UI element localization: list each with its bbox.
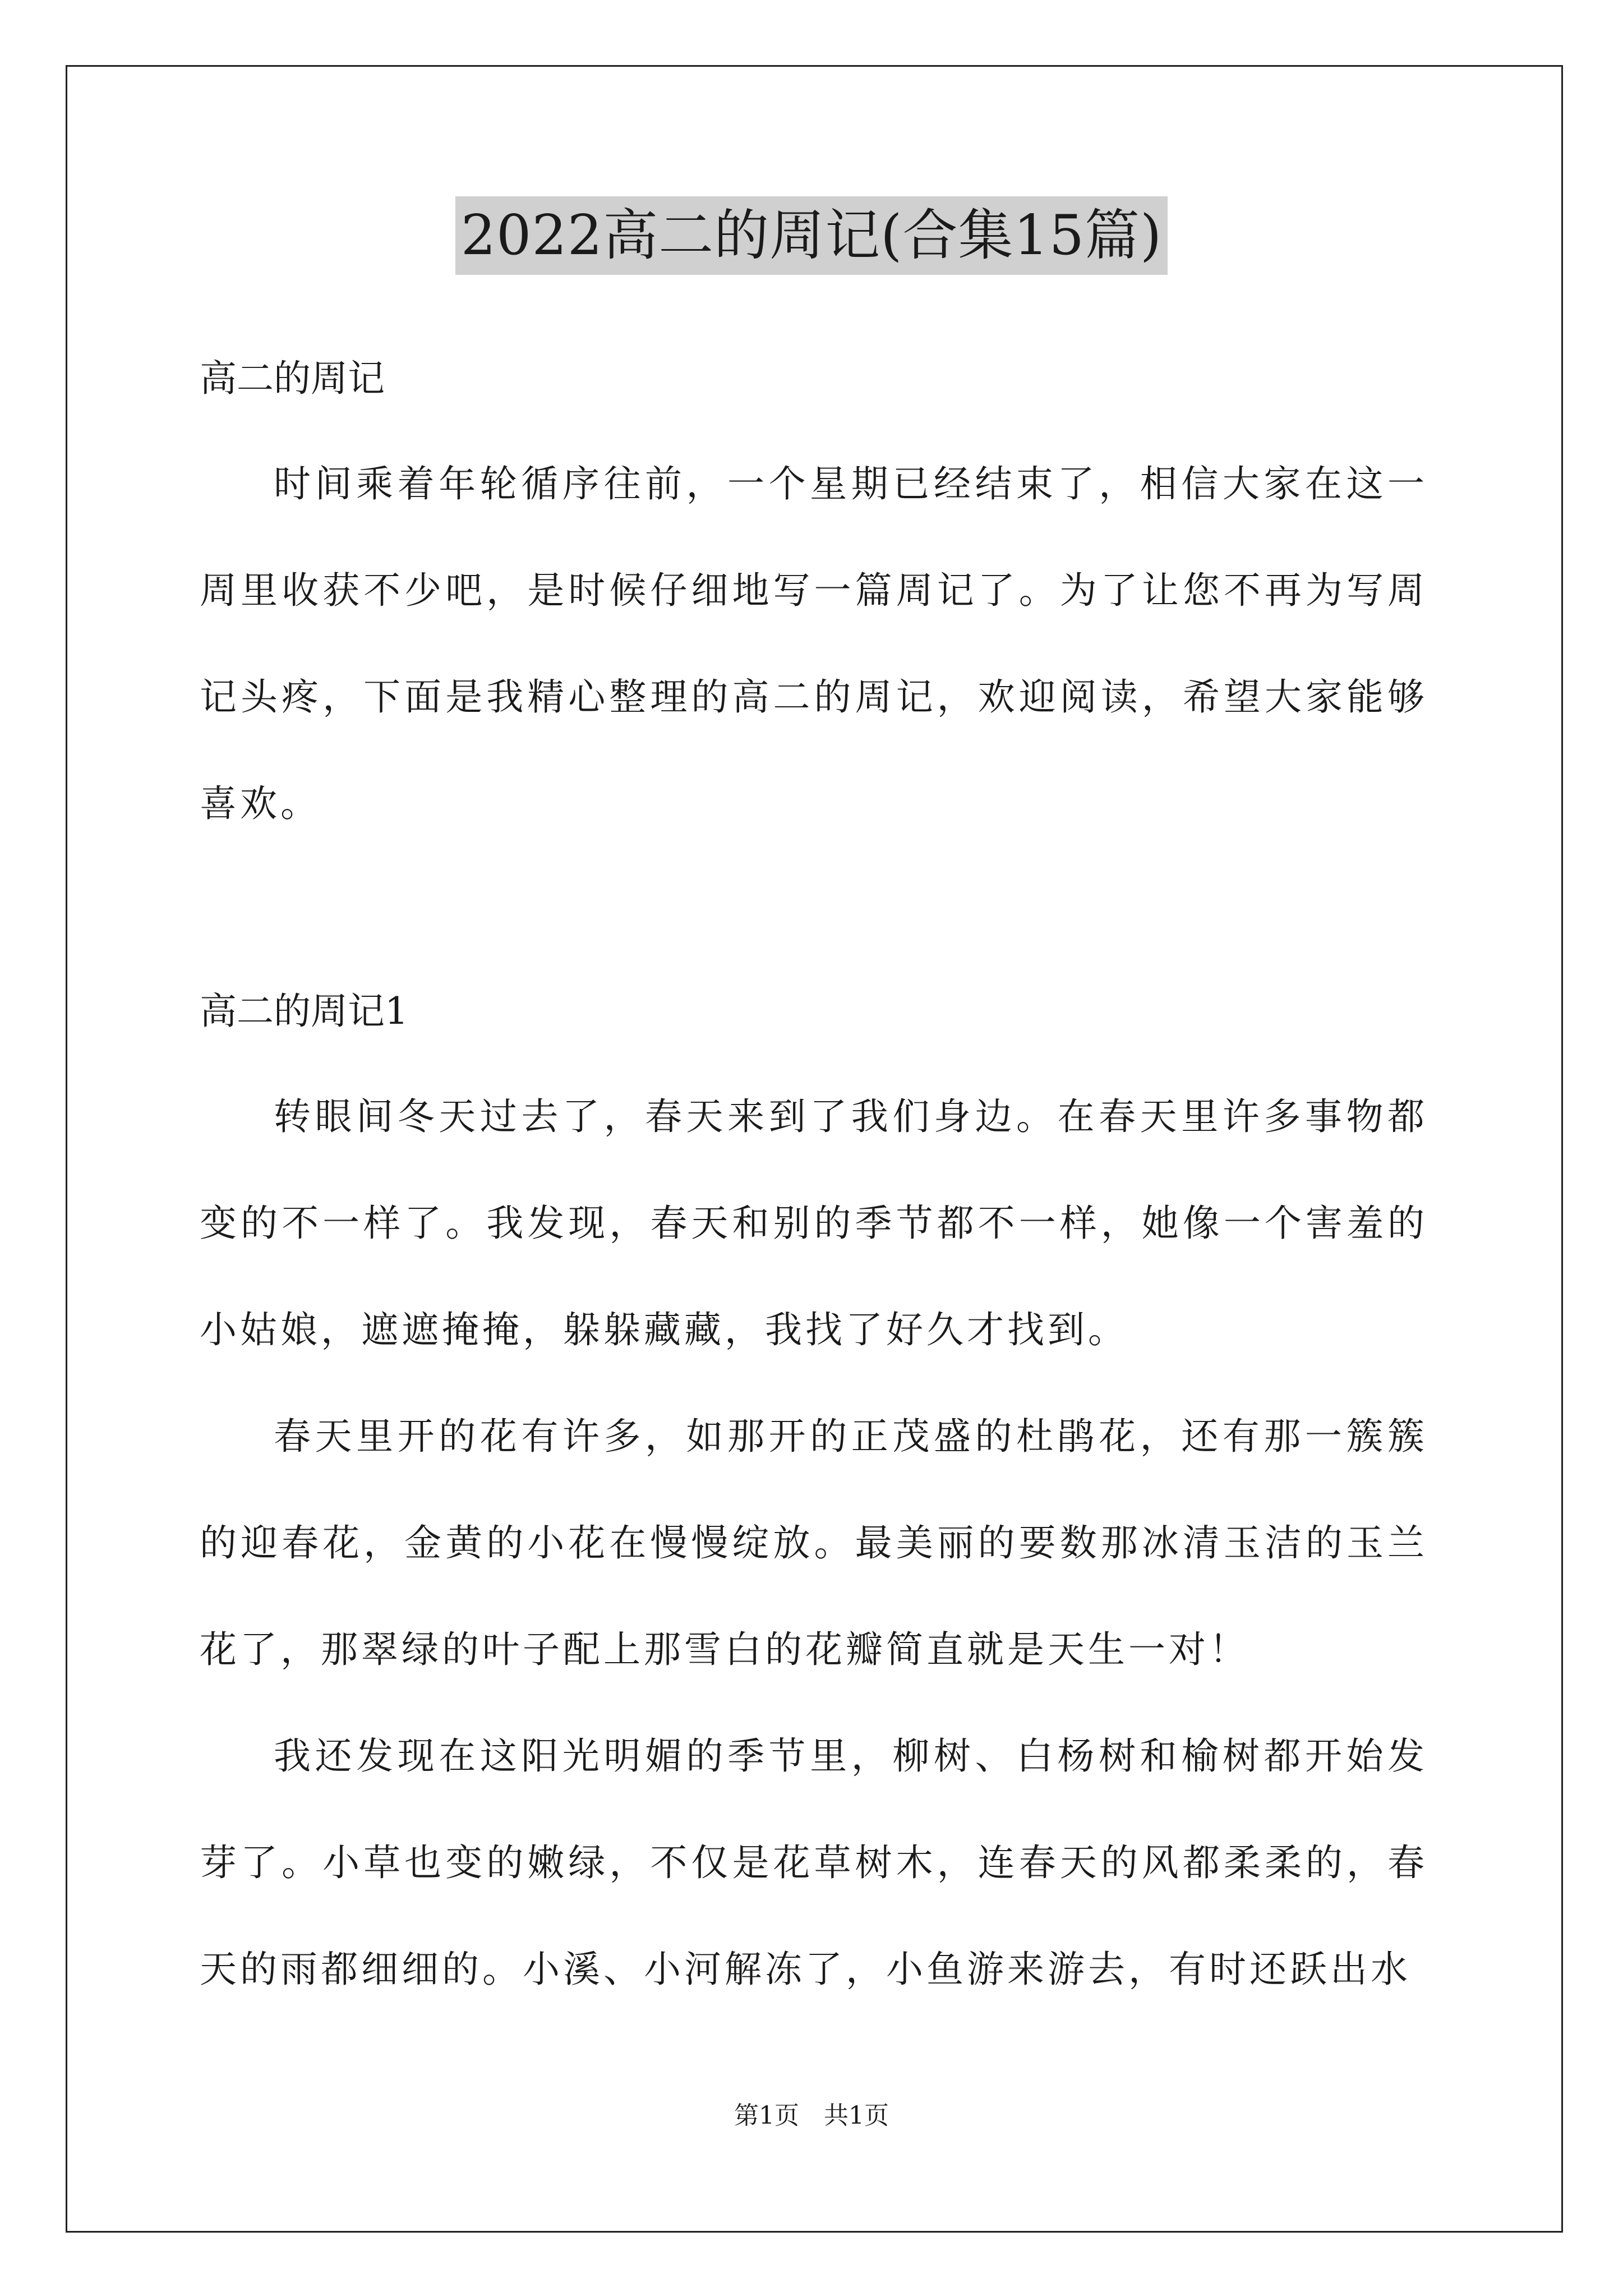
paragraph: 春天里开的花有许多，如那开的正茂盛的杜鹃花，还有那一簇簇的迎春花，金黄的小花在慢慢绽放。最美丽的要数那冰清玉洁的玉兰花了，那翠绿的叶子配上那雪白的花瓣简直就是天生一对！ — [200, 1415, 1428, 1671]
title-container — [0, 196, 1623, 275]
document-title: 2022高二的周记(合集15篇) — [455, 196, 1168, 275]
paragraph: 我还发现在这阳光明媚的季节里，柳树、白杨树和榆树都开始发芽了。小草也变的嫩绿，不仅是花草树木，连春天的风都柔柔的，春天的雨都细细的。小溪、小河解冻了，小鱼游来游去，有时还跃出水 — [200, 1734, 1428, 1991]
paragraph: 转眼间冬天过去了，春天来到了我们身边。在春天里许多事物都变的不一样了。我发现，春天和别的季节都不一样，她像一个害羞的小姑娘，遮遮掩掩，躲躲藏藏，我找了好久才找到。 — [200, 1095, 1428, 1351]
document-body — [200, 349, 1428, 2023]
paragraph: 时间乘着年轮循序往前，一个星期已经结束了，相信大家在这一周里收获不少吧，是时候仔细地写一篇周记了。为了让您不再为写周记头疼，下面是我精心整理的高二的周记，欢迎阅读，希望大家能够喜欢。 — [200, 462, 1428, 825]
section-heading: 高二的周记 — [200, 357, 385, 400]
section-heading: 高二的周记1 — [200, 990, 408, 1033]
page-footer: 第1页 共1页 — [734, 2101, 889, 2130]
